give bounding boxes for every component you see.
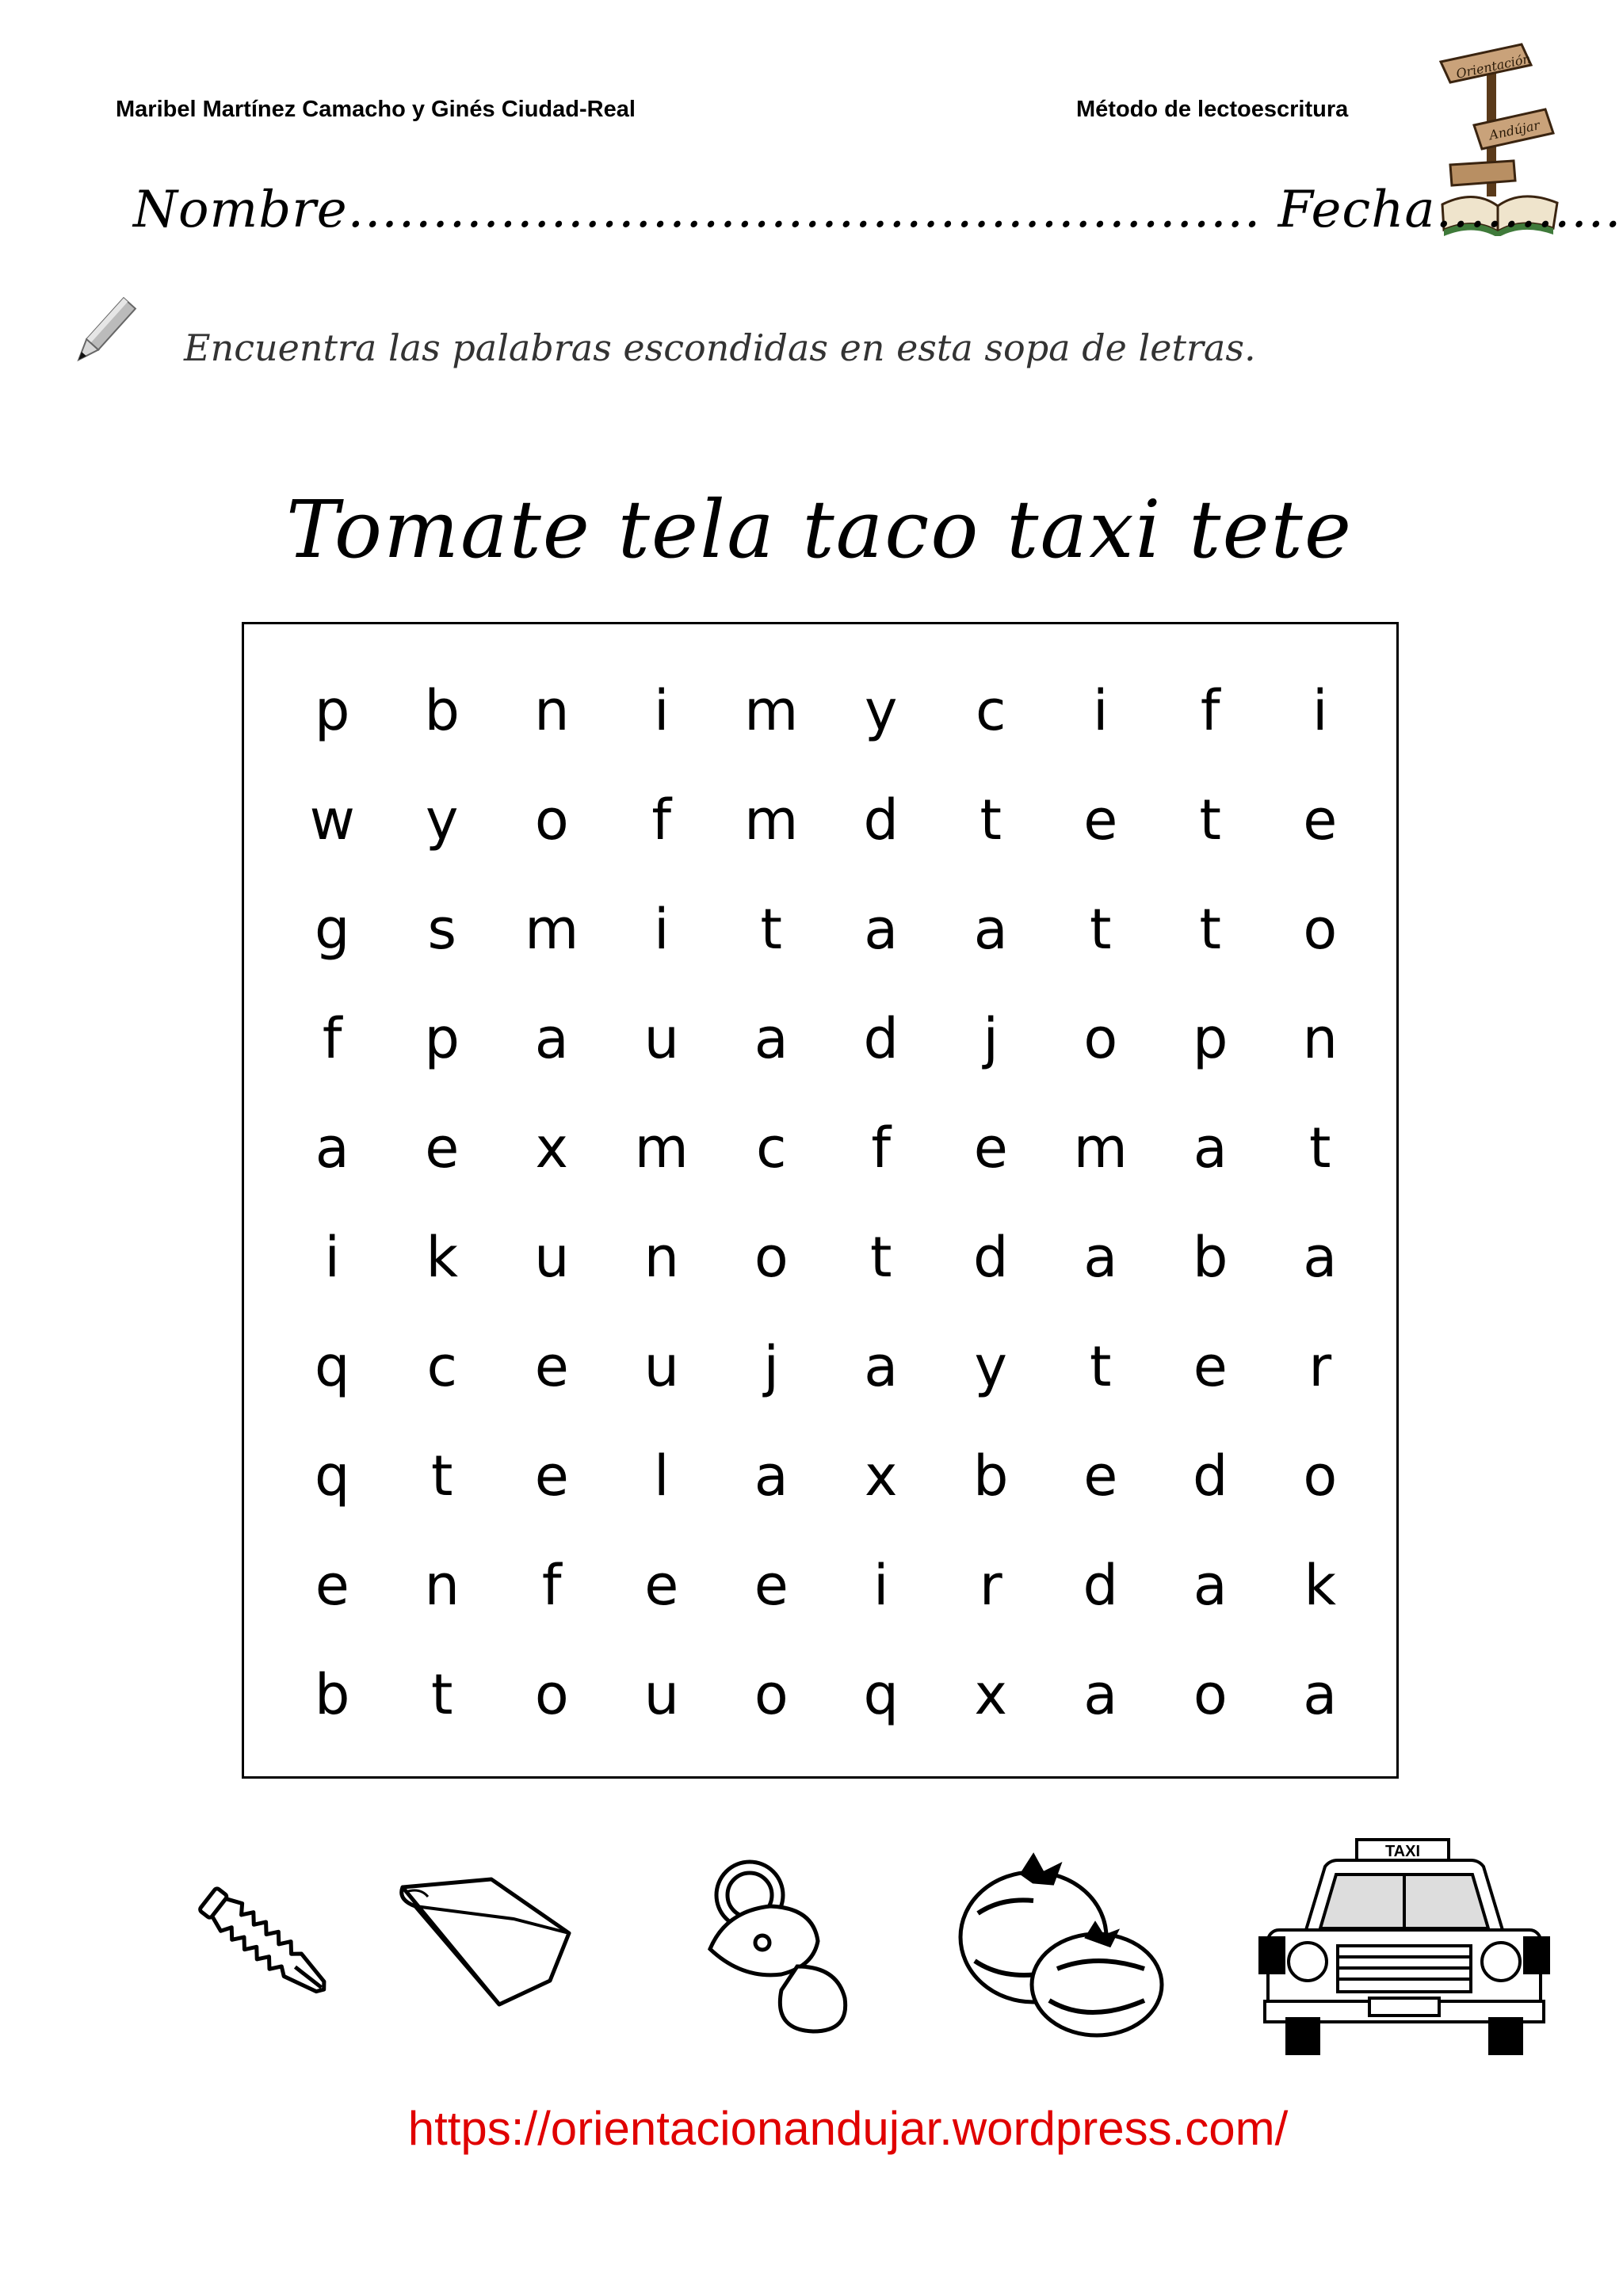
grid-letter[interactable]: a [973,897,1008,962]
grid-letter[interactable]: p [424,1006,460,1071]
method-header: Método de lectoescritura [1076,97,1349,122]
grid-letter[interactable]: k [426,1225,459,1290]
grid-letter[interactable]: e [315,1553,349,1618]
grid-letter[interactable]: e [425,1116,460,1180]
grid-letter[interactable]: m [744,788,799,852]
grid-letter[interactable]: a [1193,1553,1228,1618]
grid-letter[interactable]: u [643,1006,679,1071]
grid-letter[interactable]: e [534,1334,569,1399]
grid-letter[interactable]: c [756,1116,787,1180]
grid-letter[interactable]: a [1303,1225,1338,1290]
grid-letter[interactable]: a [315,1116,349,1180]
grid-letter[interactable]: a [1303,1662,1338,1727]
grid-letter[interactable]: c [426,1334,457,1399]
grid-letter[interactable]: c [976,678,1006,743]
grid-letter[interactable]: k [1304,1553,1337,1618]
grid-letter[interactable]: o [534,1662,569,1727]
grid-letter[interactable]: e [1193,1334,1228,1399]
word-search-frame [242,622,1399,1779]
grid-letter[interactable]: i [654,897,670,962]
grid-letter[interactable]: a [754,1006,789,1071]
grid-letter[interactable]: e [1083,1444,1118,1508]
grid-letter[interactable]: t [760,897,782,962]
grid-letter[interactable]: o [754,1662,789,1727]
grid-letter[interactable]: r [979,1553,1002,1618]
grid-letter[interactable]: t [1090,1334,1112,1399]
grid-letter[interactable]: g [315,897,350,962]
grid-letter[interactable]: o [1303,897,1338,962]
grid-letter[interactable]: x [535,1116,568,1180]
grid-letter[interactable]: e [973,1116,1008,1180]
name-label: Nombre [133,181,348,239]
tomate-tomato-picture [954,1850,1168,2040]
grid-letter[interactable]: e [534,1444,569,1508]
footer-url-link[interactable]: https://orientacionandujar.wordpress.com/ [407,2102,1289,2155]
grid-letter[interactable]: e [1303,788,1338,852]
grid-letter[interactable]: n [643,1225,679,1290]
grid-letter[interactable]: y [974,1334,1007,1399]
grid-letter[interactable]: d [973,1225,1009,1290]
grid-letter[interactable]: n [1302,1006,1338,1071]
grid-letter[interactable]: t [1309,1116,1331,1180]
grid-letter[interactable]: o [1083,1006,1118,1071]
grid-letter[interactable]: u [534,1225,570,1290]
grid-letter[interactable]: i [324,1225,340,1290]
grid-letter[interactable]: o [1193,1662,1228,1727]
grid-letter[interactable]: w [309,788,355,852]
name-date-line [133,181,1621,239]
grid-letter[interactable]: m [1073,1116,1128,1180]
grid-letter[interactable]: f [651,788,672,852]
grid-letter[interactable]: f [871,1116,892,1180]
grid-letter[interactable]: b [424,678,460,743]
grid-letter[interactable]: t [1199,788,1221,852]
grid-letter[interactable]: a [1193,1116,1228,1180]
grid-letter[interactable]: o [1303,1444,1338,1508]
grid-letter[interactable]: q [315,1334,350,1399]
grid-letter[interactable]: u [643,1334,679,1399]
grid-letter[interactable]: f [322,1006,342,1071]
grid-letter[interactable]: d [863,788,899,852]
grid-letter[interactable]: f [541,1553,562,1618]
grid-letter[interactable]: q [315,1444,350,1508]
grid-letter[interactable]: t [980,788,1002,852]
word-search-grid [277,656,1375,1749]
grid-letter[interactable]: o [534,788,569,852]
taxi-picture [1258,1835,1550,2057]
grid-letter[interactable]: y [865,678,898,743]
date-field[interactable]: ........... [1435,181,1622,239]
grid-letter[interactable]: r [1308,1334,1332,1399]
grid-letter[interactable]: j [763,1334,779,1399]
date-label: Fecha [1277,181,1436,239]
grid-letter[interactable]: t [1199,897,1221,962]
grid-letter[interactable]: p [1193,1006,1228,1071]
grid-letter[interactable]: a [864,1334,899,1399]
grid-letter[interactable]: t [431,1444,453,1508]
grid-letter[interactable]: x [865,1444,898,1508]
grid-letter[interactable]: y [426,788,459,852]
grid-letter[interactable]: x [974,1662,1007,1727]
taxi-sign: TAXI [1384,1843,1421,1860]
grid-letter[interactable]: d [1083,1553,1118,1618]
grid-letter[interactable]: m [634,1116,689,1180]
grid-letter[interactable]: b [1193,1225,1228,1290]
grid-letter[interactable]: o [754,1225,789,1290]
grid-letter[interactable]: j [983,1006,999,1071]
logo-text-bottom: Andújar [1487,117,1541,143]
grid-letter[interactable]: i [1093,678,1109,743]
grid-letter[interactable]: d [1193,1444,1228,1508]
grid-letter[interactable]: e [754,1553,789,1618]
grid-letter[interactable]: n [534,678,570,743]
grid-letter[interactable]: a [534,1006,569,1071]
instruction-text: Encuentra las palabras escondidas en esta sopa de letras. [184,326,1256,369]
grid-letter[interactable]: e [644,1553,679,1618]
grid-letter[interactable]: u [643,1662,679,1727]
grid-letter[interactable]: m [744,678,799,743]
logo-text-top: Orientación [1454,51,1533,82]
grid-letter[interactable]: p [315,678,350,743]
grid-letter[interactable]: i [873,1553,889,1618]
tela-fabric-picture [396,1876,579,2011]
grid-letter[interactable]: i [1312,678,1328,743]
grid-letter[interactable]: s [427,897,456,962]
pencil-icon [68,293,138,372]
grid-letter[interactable]: b [973,1444,1009,1508]
grid-letter[interactable]: e [1083,788,1118,852]
grid-letter[interactable]: d [863,1006,899,1071]
grid-letter[interactable]: a [1083,1225,1118,1290]
grid-letter[interactable]: a [864,897,899,962]
word-list: Tomate tela taco taxi tete [286,483,1353,576]
grid-letter[interactable]: t [1090,897,1112,962]
grid-letter[interactable]: i [654,678,670,743]
tete-pacifier-picture [694,1855,869,2038]
grid-letter[interactable]: b [315,1662,350,1727]
grid-letter[interactable]: m [525,897,579,962]
name-field[interactable]: ...................................................... [347,181,1262,239]
taco-wall-plug-picture [184,1866,350,2024]
grid-letter[interactable]: q [863,1662,899,1727]
grid-letter[interactable]: n [424,1553,460,1618]
grid-letter[interactable]: t [870,1225,892,1290]
grid-letter[interactable]: t [431,1662,453,1727]
grid-letter[interactable]: f [1200,678,1220,743]
authors-header: Maribel Martínez Camacho y Ginés Ciudad-Real [116,97,636,122]
grid-letter[interactable]: a [754,1444,789,1508]
grid-letter[interactable]: l [654,1444,670,1508]
grid-letter[interactable]: a [1083,1662,1118,1727]
